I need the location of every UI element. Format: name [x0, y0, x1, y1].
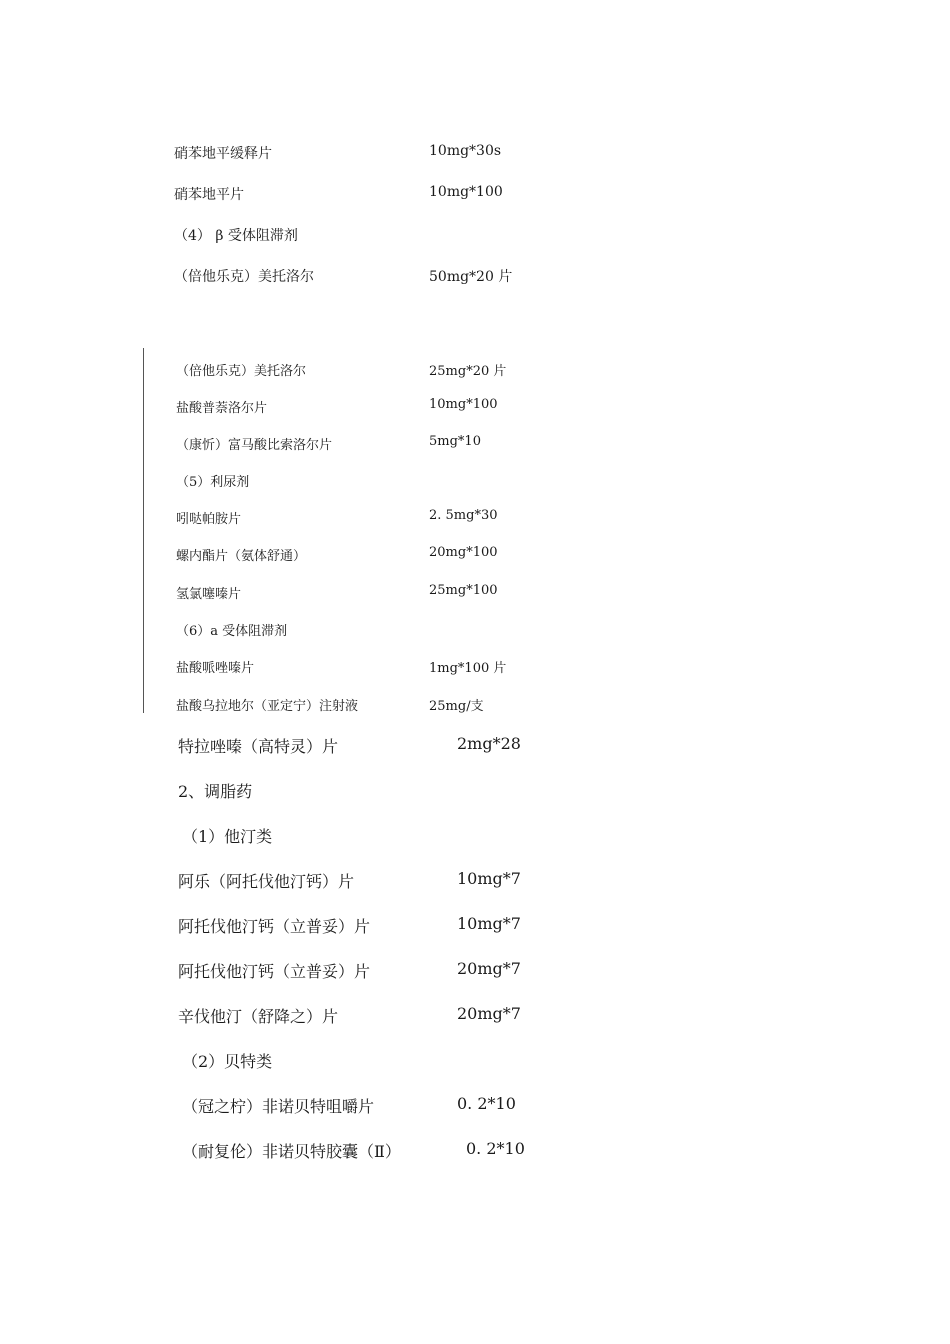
category-label: （2）贝特类	[182, 1052, 273, 1071]
drug-name: 盐酸哌唑嗪片	[176, 661, 255, 676]
drug-name: 阿托伐他汀钙（立普妥）片	[178, 962, 371, 981]
drug-name: 阿乐（阿托伐他汀钙）片	[178, 872, 355, 891]
drug-spec: 2. 5mg*30	[429, 508, 498, 523]
drug-spec: 0. 2*10	[457, 1094, 516, 1113]
drug-spec: 5mg*10	[429, 434, 481, 449]
drug-name: （倍他乐克）美托洛尔	[176, 364, 307, 379]
drug-name: （康忻）富马酸比索洛尔片	[176, 438, 333, 453]
drug-name: 辛伐他汀（舒降之）片	[178, 1007, 339, 1026]
drug-spec: 25mg*20 片	[429, 364, 507, 379]
drug-name: 盐酸普萘洛尔片	[176, 401, 268, 416]
drug-spec: 20mg*7	[457, 959, 521, 978]
drug-spec: 10mg*7	[457, 869, 521, 888]
drug-name: 硝苯地平片	[174, 187, 244, 203]
drug-spec: 2mg*28	[457, 734, 521, 753]
drug-name: 螺内酯片（氨体舒通）	[176, 549, 307, 564]
drug-name: （冠之柠）非诺贝特咀嚼片	[182, 1097, 375, 1116]
section-label: 2、调脂药	[178, 782, 253, 801]
drug-spec: 20mg*100	[429, 545, 498, 560]
category-label: （6）a 受体阻滞剂	[176, 624, 288, 639]
drug-spec: 25mg*100	[429, 583, 498, 598]
drug-spec: 10mg*7	[457, 914, 521, 933]
drug-spec: 10mg*100	[429, 397, 498, 412]
category-label: （5）利尿剂	[176, 475, 250, 490]
drug-name: 硝苯地平缓释片	[174, 146, 272, 162]
drug-name: （耐复伦）非诺贝特胶囊（Ⅱ）	[182, 1142, 401, 1161]
drug-spec: 25mg/支	[429, 699, 484, 714]
drug-name: 特拉唑嗪（高特灵）片	[178, 737, 339, 756]
drug-name: 阿托伐他汀钙（立普妥）片	[178, 917, 371, 936]
drug-spec: 20mg*7	[457, 1004, 521, 1023]
category-label: （4） β 受体阻滞剂	[174, 228, 298, 244]
drug-spec: 50mg*20 片	[429, 269, 513, 285]
category-label: （1）他汀类	[182, 827, 273, 846]
drug-spec: 10mg*100	[429, 184, 503, 200]
margin-line	[143, 348, 144, 713]
drug-name: 氢氯噻嗪片	[176, 587, 242, 602]
drug-name: （倍他乐克）美托洛尔	[174, 269, 314, 285]
drug-spec: 1mg*100 片	[429, 661, 507, 676]
drug-name: 吲哒帕胺片	[176, 512, 242, 527]
drug-spec: 10mg*30s	[429, 143, 502, 159]
drug-name: 盐酸乌拉地尔（亚定宁）注射液	[176, 699, 359, 714]
drug-spec: 0. 2*10	[466, 1139, 525, 1158]
